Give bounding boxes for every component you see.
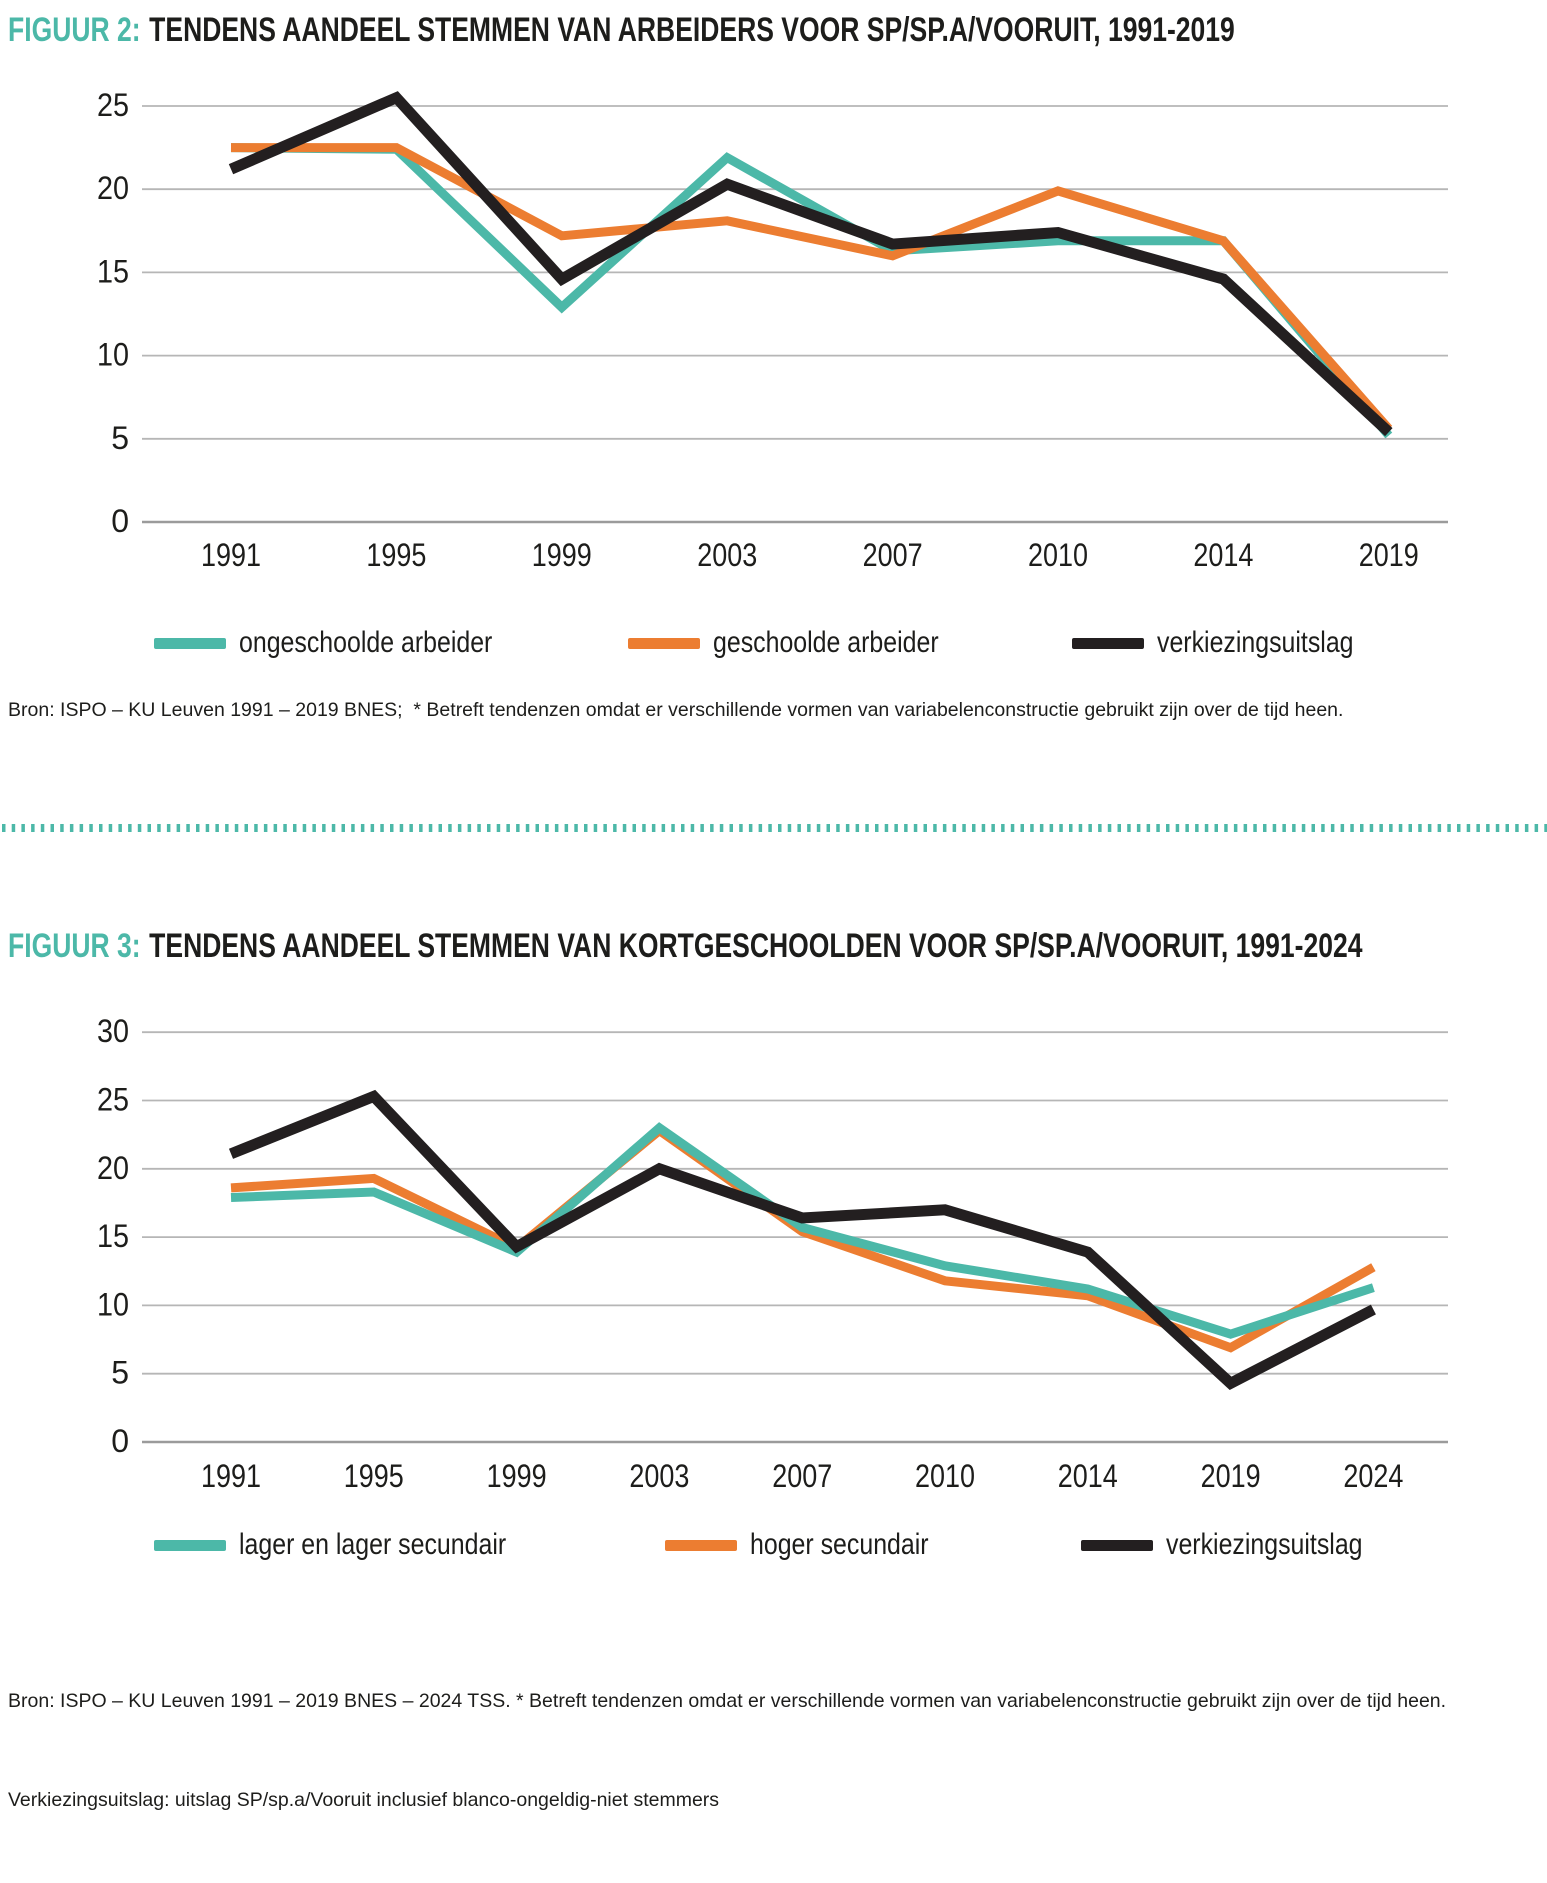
x-axis-label: 2014 [1193,537,1254,573]
legend-swatch [154,638,226,649]
x-axis-label: 2014 [1057,1458,1118,1494]
legend-swatch [665,1540,737,1551]
figure3-title-prefix: FIGUUR 3: [8,927,141,965]
legend-label: geschoolde arbeider [713,626,939,659]
x-axis-label: 2007 [772,1458,833,1494]
figure3-source-note [8,1619,1538,1883]
figure2-source-note: Bron: ISPO – KU Leuven 1991 – 2019 BNES; * Betreft tendenzen omdat er verschillende vormen van variabelenconstructie gebruikt zijn over de tijd heen. [8,699,1344,721]
y-tick-label: 10 [97,336,129,373]
series-line-lager-en-lager-secundair [231,1128,1373,1334]
figure3-legend [0,1526,1547,1574]
figure2-title [8,12,1235,49]
x-axis-label: 1995 [343,1458,404,1494]
legend-swatch [154,1540,226,1551]
legend-item [665,1526,965,1564]
legend-item [1081,1526,1403,1564]
legend-label: verkiezingsuitslag [1166,1528,1363,1561]
x-axis-label: 2019 [1200,1458,1261,1494]
series-line-hoger-secundair [231,1131,1373,1348]
y-tick-label: 20 [97,170,129,207]
y-tick-label: 15 [97,253,129,290]
series-line-ongeschoolde-arbeider [231,148,1389,436]
legend-label: verkiezingsuitslag [1157,626,1354,659]
x-axis-label: 2024 [1343,1458,1404,1494]
x-axis-label: 2007 [862,537,923,573]
y-tick-label: 30 [97,1013,129,1050]
legend-item [154,1526,561,1564]
figure3-title-text: TENDENS AANDEEL STEMMEN VAN KORTGESCHOOLDEN VOOR SP/SP.A/VOORUIT, 1991-2024 [149,927,1363,965]
x-axis-label: 2003 [629,1458,690,1494]
x-axis-label: 2010 [915,1458,975,1494]
legend-swatch [1081,1540,1153,1551]
figure2-legend [0,624,1547,672]
figure3-line-chart [0,975,1547,1495]
y-tick-label: 0 [111,1423,129,1459]
x-axis-label: 1991 [201,537,261,573]
figure2-title-prefix: FIGUUR 2: [8,11,141,49]
legend-label: hoger secundair [750,1528,929,1561]
legend-swatch [628,638,700,649]
figure3-source-line2: Verkiezingsuitslag: uitslag SP/sp.a/Vooruit inclusief blanco-ongeldig-niet stemmers [8,1789,720,1811]
x-axis-label: 1991 [201,1458,261,1494]
legend-label: lager en lager secundair [239,1528,507,1561]
y-tick-label: 0 [111,503,129,539]
x-axis-label: 1999 [486,1458,547,1494]
y-tick-label: 10 [97,1286,129,1323]
y-tick-label: 25 [97,1081,129,1118]
y-tick-label: 15 [97,1218,129,1255]
y-tick-label: 5 [111,1354,129,1391]
x-axis-label: 2010 [1028,537,1088,573]
legend-item [154,624,544,662]
x-axis-label: 1995 [366,537,427,573]
y-tick-label: 20 [97,1149,129,1186]
x-axis-label: 1999 [531,537,592,573]
legend-item [628,624,985,662]
figure2-line-chart [0,55,1547,575]
dotted-divider [0,820,1547,836]
x-axis-label: 2019 [1358,537,1419,573]
legend-swatch [1072,638,1144,649]
figure3-title [8,928,1362,965]
y-tick-label: 25 [97,87,129,123]
legend-label: ongeschoolde arbeider [239,626,493,659]
figure2-title-text: TENDENS AANDEEL STEMMEN VAN ARBEIDERS VOOR SP/SP.A/VOORUIT, 1991-2019 [149,11,1235,49]
figure3-source-line1: Bron: ISPO – KU Leuven 1991 – 2019 BNES – 2024 TSS. * Betreft tendenzen omdat er verschillende vormen van variabelenconstructie gebruikt zijn over de tijd heen. [8,1690,1447,1712]
y-tick-label: 5 [111,419,129,456]
legend-item [1072,624,1394,662]
x-axis-label: 2003 [697,537,758,573]
